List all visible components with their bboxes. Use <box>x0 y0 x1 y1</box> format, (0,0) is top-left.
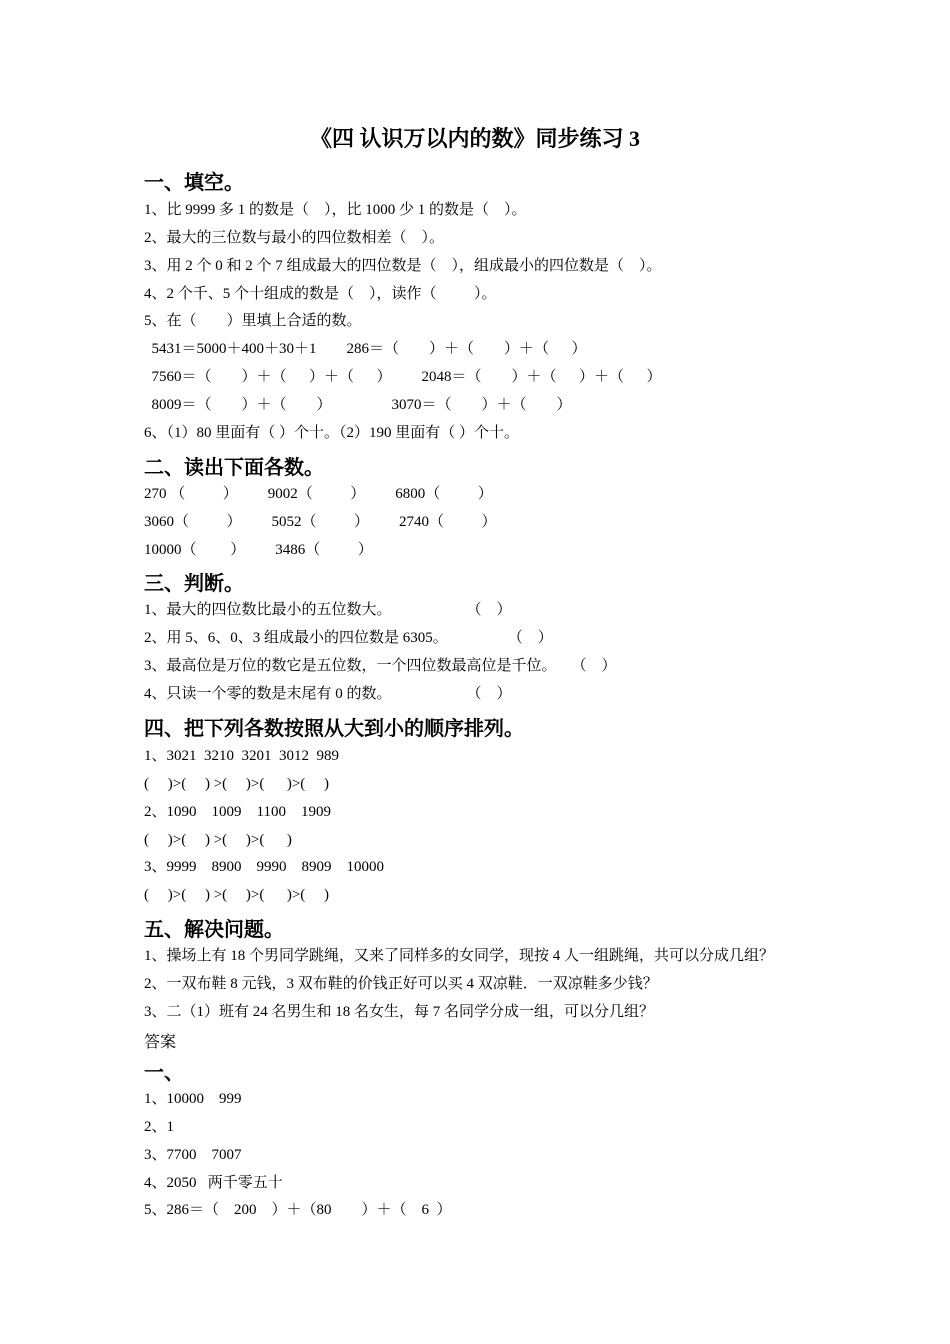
question-line: 7560＝（ ）＋（ ）＋（ ） 2048＝（ ）＋（ ）＋（ ） <box>144 369 662 385</box>
answers-label: 答案 <box>144 1034 177 1051</box>
question-line: 3、用 2 个 0 和 2 个 7 组成最大的四位数是（ ），组成最小的四位数是（ ）。 <box>144 258 662 274</box>
document-title: 《四 认识万以内的数》同步练习 3 <box>309 126 640 151</box>
answer-line: 5、286＝（ 200 ）＋（80 ）＋（ 6 ） <box>144 1202 452 1218</box>
answer-line: 3、7700 7007 <box>144 1147 242 1163</box>
answer-line: 4、2050 两千零五十 <box>144 1175 283 1191</box>
question-line: 3、9999 8900 9990 8909 10000 <box>144 859 385 875</box>
section-heading-word-problems: 五、解决问题。 <box>144 919 284 941</box>
question-line: 1、比 9999 多 1 的数是（ ），比 1000 少 1 的数是（ ）。 <box>144 202 527 218</box>
question-line: 4、2 个千、5 个十组成的数是（ ），读作（ ）。 <box>144 286 497 302</box>
section-heading-fill-blanks: 一、填空。 <box>144 172 244 194</box>
question-line: 5、在（ ）里填上合适的数。 <box>144 313 362 329</box>
section-heading-ordering: 四、把下列各数按照从大到小的顺序排列。 <box>144 718 524 740</box>
answers-section-heading: 一、 <box>144 1062 184 1084</box>
question-line: ( )>( ) >( )>( ) <box>144 832 292 848</box>
question-line: 3、二（1）班有 24 名男生和 18 名女生，每 7 名同学分成一组，可以分几组？ <box>144 1004 655 1020</box>
question-line: 1、最大的四位数比最小的五位数大。 （ ） <box>144 602 512 618</box>
question-line: 4、只读一个零的数是末尾有 0 的数。 （ ） <box>144 686 512 702</box>
question-line: 8009＝（ ）＋（ ） 3070＝（ ）＋（ ） <box>144 397 572 413</box>
question-line: 3060（ ） 5052（ ） 2740（ ） <box>144 514 497 530</box>
question-line: 6、（1）80 里面有（ ）个十。（2）190 里面有（ ）个十。 <box>144 425 520 441</box>
question-line: 2、最大的三位数与最小的四位数相差（ ）。 <box>144 230 445 246</box>
question-line: 2、用 5、6、0、3 组成最小的四位数是 6305。 （ ） <box>144 630 553 646</box>
question-line: ( )>( ) >( )>( )>( ) <box>144 776 330 792</box>
section-heading-judge: 三、判断。 <box>144 573 244 595</box>
question-line: 5431＝5000＋400＋30＋1 286＝（ ）＋（ ）＋（ ） <box>144 341 587 357</box>
question-line: 2、一双布鞋 8 元钱，3 双布鞋的价钱正好可以买 4 双凉鞋．一双凉鞋多少钱？ <box>144 976 658 992</box>
question-line: 1、3021 3210 3201 3012 989 <box>144 748 340 764</box>
question-line: 2、1090 1009 1100 1909 <box>144 804 331 820</box>
question-line: 3、最高位是万位的数它是五位数，一个四位数最高位是千位。 （ ） <box>144 658 617 674</box>
answer-line: 1、10000 999 <box>144 1091 242 1107</box>
question-line: 270 （ ） 9002（ ） 6800（ ） <box>144 486 493 502</box>
section-heading-read-numbers: 二、读出下面各数。 <box>144 457 324 479</box>
answer-line: 2、1 <box>144 1119 175 1135</box>
question-line: ( )>( ) >( )>( )>( ) <box>144 887 330 903</box>
question-line: 10000（ ） 3486（ ） <box>144 542 373 558</box>
question-line: 1、操场上有 18 个男同学跳绳，又来了同样多的女同学，现按 4 人一组跳绳，共可以分成几组？ <box>144 948 775 964</box>
